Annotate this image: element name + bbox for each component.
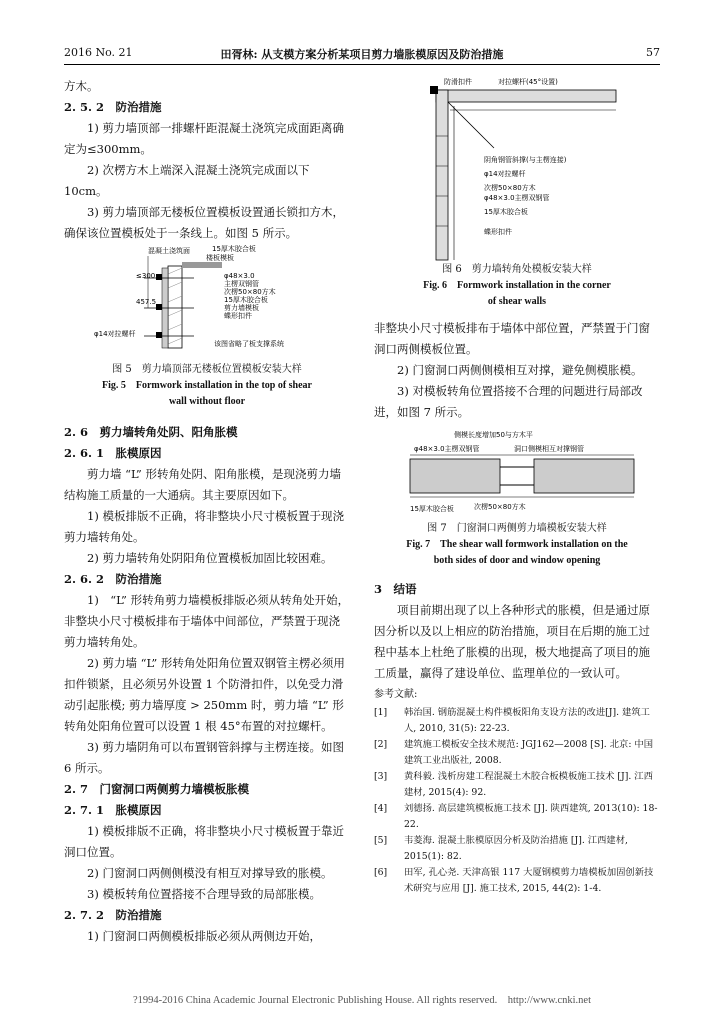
paragraph: 项目前期出现了以上各种形式的胀模，但是通过原因分析以及以上相应的防治措施，项目在后期的施工过程中基本上杜绝了胀模的出现，极大地提高了项目的施工质量，赢得了建设单位、监理单位的一致认可。	[374, 603, 650, 680]
figure-7-caption-en-2: both sides of door and window opening	[433, 555, 601, 566]
paragraph: 1) 剪力墙顶部一排螺杆距混凝土浇筑完成面距离确定为≤300mm。	[64, 121, 344, 156]
figure-6-label: 蝶形扣件	[484, 228, 512, 236]
header-rule	[64, 64, 660, 65]
figure-6	[374, 76, 660, 262]
figure-7-label: 次楞50×80方木	[474, 503, 526, 511]
figure-7-label: 侧模长度增加50与方木平	[454, 431, 533, 439]
figure-6-drawing	[374, 76, 660, 262]
figure-7	[374, 429, 660, 521]
figure-5-caption-en-2: wall without floor	[168, 396, 246, 407]
figure-5-label: 蝶形扣件	[224, 312, 252, 320]
figure-5-label: φ48×3.0	[224, 272, 255, 280]
reference-number: [3]	[374, 771, 388, 782]
paragraph: 方木。	[64, 79, 99, 93]
reference-text: 韦菱海. 混凝土胀模原因分析及防治措施 [J]. 江西建材, 2015(1): 82.	[404, 835, 628, 862]
figure-6-label: 次楞50×80方木	[484, 184, 536, 192]
paragraph: 1) “L” 形转角剪力墙模板排版必须从转角处开始，非整块小尺寸模板排布于墙体中间部位，严禁置于现浇剪力墙转角处。	[64, 593, 350, 649]
reference-item	[374, 833, 660, 865]
reference-text: 韩治国. 钢筋混凝土构件模板阳角支设方法的改进[J]. 建筑工人, 2010, 31(5): 22-23.	[404, 707, 650, 734]
figure-5-label: 主楞双钢管	[224, 280, 259, 288]
reference-item	[374, 737, 660, 769]
paragraph: 2) 剪力墙 “L” 形转角处阳角位置双钢管主楞必须用扣件锁紧，且必须另外设置 1 个防滑扣件，以免受力滑动引起胀模; 剪力墙厚度 > 250mm 时，剪力墙 “L” 形转角处阳角位置可以设置 1 根 45°布置的对拉螺杆。	[64, 656, 345, 733]
section-heading: 2. 7 门窗洞口两侧剪力墙模板胀模	[64, 782, 250, 796]
paragraph: 2) 剪力墙转角处阴阳角位置模板加固比较困难。	[87, 551, 333, 565]
paragraph: 2) 门窗洞口两侧侧模没有相互对撑导致的胀模。	[87, 866, 333, 880]
paragraph: 2) 门窗洞口两侧侧模相互对撑，避免侧模胀模。	[397, 363, 643, 377]
figure-6-label: φ48×3.0主楞双钢管	[484, 194, 550, 202]
figure-5-dim-1: ≤300	[136, 272, 156, 280]
section-heading: 2. 6 剪力墙转角处阴、阳角胀模	[64, 425, 238, 439]
figure-5-label: 剪力墙模板	[224, 304, 259, 312]
section-heading: 2. 7. 2 防治措施	[64, 908, 162, 922]
section-heading: 3 结语	[374, 582, 417, 596]
figure-7-label: 15厚木胶合板	[410, 505, 454, 513]
figure-5-label: 次楞50×80方木	[224, 288, 276, 296]
figure-5-label: 楼板模板	[206, 254, 234, 262]
figure-5-caption-en-1: Fig. 5 Formwork installation in the top of shear	[102, 380, 312, 391]
reference-number: [2]	[374, 739, 388, 750]
figure-6-label: 对拉螺杆(45°设置)	[498, 78, 558, 86]
header-title: 田胥林: 从支模方案分析某项目剪力墙胀模原因及防治措施	[220, 48, 504, 61]
reference-item	[374, 705, 660, 737]
figure-6-caption-cn: 图 6 剪力墙转角处模板安装大样	[442, 264, 592, 275]
paragraph: 3) 模板转角位置搭接不合理导致的局部胀模。	[87, 887, 321, 901]
figure-6-label: 防滑扣件	[444, 78, 472, 86]
section-heading: 2. 6. 2 防治措施	[64, 572, 162, 586]
header-issue: 2016 No. 21	[64, 46, 133, 59]
header-page-number: 57	[646, 46, 660, 59]
reference-text: 建筑施工模板安全技术规范: JGJ162—2008 [S]. 北京: 中国建筑工业出版社, 2008.	[404, 739, 653, 766]
figure-7-caption-cn: 图 7 门窗洞口两侧剪力墙模板安装大样	[427, 523, 607, 534]
paragraph: 1) 模板排版不正确，将非整块小尺寸模板置于现浇剪力墙转角处。	[64, 509, 344, 544]
references-list	[374, 705, 660, 897]
figure-5	[64, 244, 350, 356]
reference-number: [4]	[374, 803, 388, 814]
figure-5-caption-cn: 图 5 剪力墙顶部无楼板位置模板安装大样	[112, 364, 302, 375]
figure-5-label: 混凝土浇筑面	[148, 247, 190, 255]
figure-7-label: φ48×3.0主楞双钢管	[414, 445, 480, 453]
figure-5-dim-2: 457.5	[136, 298, 157, 306]
paragraph: 3) 对模板转角位置搭接不合理的问题进行局部改进，如图 7 所示。	[374, 384, 643, 419]
section-heading: 2. 7. 1 胀模原因	[64, 803, 162, 817]
paragraph: 2) 次楞方木上端深入混凝土浇筑完成面以下 10cm。	[64, 163, 310, 198]
left-column	[64, 76, 350, 947]
figure-6-label: 15厚木胶合板	[484, 208, 528, 216]
figure-7-caption-en-1: Fig. 7 The shear wall formwork installation on the	[406, 539, 628, 550]
reference-item	[374, 769, 660, 801]
figure-6-caption-en-2: of shear walls	[487, 296, 547, 307]
figure-7-label: 洞口侧模相互对撑钢管	[514, 445, 584, 453]
reference-item	[374, 801, 660, 833]
figure-7-drawing	[374, 429, 660, 521]
reference-number: [6]	[374, 867, 388, 878]
reference-item	[374, 865, 660, 897]
figure-6-caption-en-1: Fig. 6 Formwork installation in the corner	[423, 280, 611, 291]
figure-6-label: φ14对拉螺杆	[484, 170, 526, 178]
references-title: 参考文献:	[374, 689, 418, 700]
figure-5-label: φ14对拉螺杆	[94, 330, 136, 338]
paragraph: 3) 剪力墙阴角可以布置钢管斜撑与主楞连接。如图 6 所示。	[64, 740, 344, 775]
reference-text: 田军, 孔心尧. 天津高银 117 大厦钢模剪力墙模板加固创新技术研究与应用 [J]. 施工技术, 2015, 44(2): 1-4.	[404, 867, 654, 894]
footer-copyright: ?1994-2016 China Academic Journal Electronic Publishing House. All rights reserved. http://www.cnki.net	[132, 995, 592, 1006]
figure-5-label: 15厚木胶合板	[212, 245, 256, 253]
figure-5-label: 15厚木胶合板	[224, 296, 268, 304]
section-heading: 2. 6. 1 胀模原因	[64, 446, 162, 460]
right-column	[374, 76, 660, 897]
figure-6-label: 阴角钢管斜撑(与主楞连接)	[484, 156, 567, 164]
paragraph: 3) 剪力墙顶部无楼板位置模板设置通长锁扣方木，确保该位置模板处于一条线上。如图 5 所示。	[64, 205, 344, 240]
reference-text: 黄科毅. 浅析房建工程混凝土木胶合板模板施工技术 [J]. 江西建材, 2015(4): 92.	[404, 771, 653, 798]
paragraph: 1) 门窗洞口两侧模板排版必须从两侧边开始，	[87, 929, 321, 943]
paragraph: 剪力墙 “L” 形转角处阴、阳角胀模，是现浇剪力墙结构施工质量的一大通病。其主要原因如下。	[64, 467, 341, 502]
figure-5-label: 该图省略了板支撑系统	[214, 340, 284, 348]
reference-number: [1]	[374, 707, 388, 718]
figure-5-drawing	[64, 244, 350, 356]
paragraph: 1) 模板排版不正确，将非整块小尺寸模板置于靠近洞口位置。	[64, 824, 344, 859]
paragraph: 非整块小尺寸模板排布于墙体中部位置，严禁置于门窗洞口两侧模板位置。	[374, 321, 650, 356]
reference-number: [5]	[374, 835, 388, 846]
section-heading: 2. 5. 2 防治措施	[64, 100, 162, 114]
reference-text: 刘德扬. 高层建筑模板施工技术 [J]. 陕西建筑, 2013(10): 18-22.	[404, 803, 658, 830]
